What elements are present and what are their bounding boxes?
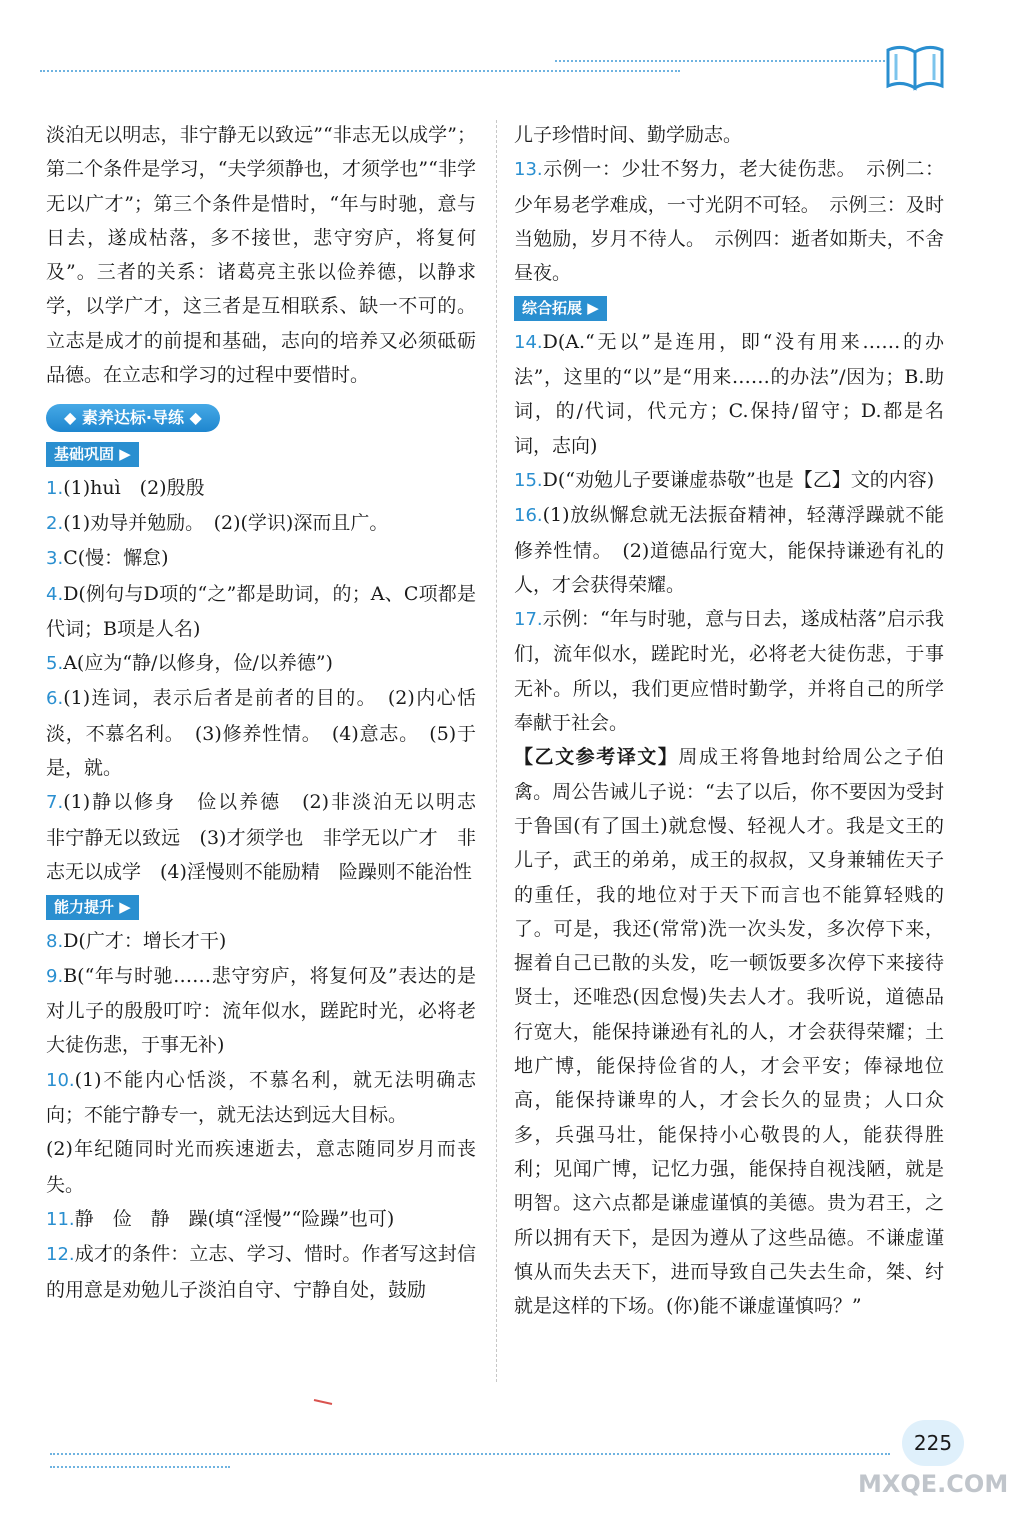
reference-body: 周成王将鲁地封给周公之子伯禽。周公告诫儿子说：“去了以后，你不要因为受封于鲁国(有了国土)就怠慢、轻视人才。我是文王的儿子，武王的弟弟，成王的叔叔，又身兼辅佐天子的重任，我的地位对于天下而言也不能算轻贱的了。可是，我还(常常)洗一次头发，多次停下来，握着自己已散的头发，吃一顿饭要多次停下来接待贤士，还唯恐(因怠慢)失去人才。我听说，道德品行宽大，能保持谦逊有礼的人，才会获得荣耀；土地广博，能保持俭省的人，才会平安；俸禄地位高，能保持谦卑的人，才会长久的显贵；人口众多，兵强马壮，能保持小心敬畏的人，能获得胜利；见闻广博，记忆力强，能保持自视浅陋，就是明智。这六点都是谦虚谨慎的美德。贵为君王，之所以拥有天下，是因为遵从了这些品德。不谦虚谨慎从而失去天下，进而导致自己失去生命，桀、纣就是这样的下场。(你)能不谦虚谨慎吗？” — [514, 746, 944, 1318]
answer-item: 3.C(慢：懈怠) — [46, 547, 169, 570]
intro-paragraph: 淡泊无以明志，非宁静无以致远”“非志无以成学”；第二个条件是学习，“夫学须静也，才须学也”“非学无以广才”；第三个条件是惜时，“年与时驰，意与日去，遂成枯落，多不接世，悲守穷庐，将复何及”。三者的关系：诸葛亮主张以俭养德，以静求学，以学广才，这三者是互相联系、缺一不可的。立志是成才的前提和基础，志向的培养又必须砥砺品德。在立志和学习的过程中要惜时。 — [46, 124, 476, 387]
red-mark — [312, 1398, 334, 1406]
answer-item: 11.静 俭 静 躁(填“淫慢”“险躁”也可) — [46, 1207, 395, 1230]
header-dotted-line-upper — [555, 60, 885, 62]
answer-item: 12.成才的条件：立志、学习、惜时。作者写这封信的用意是劝勉儿子淡泊自守、宁静自处，鼓励 — [46, 1243, 476, 1301]
answers-improve — [46, 924, 476, 1307]
header-dotted-line — [40, 70, 680, 72]
page-number: 225 — [902, 1420, 964, 1466]
answers-basic — [46, 471, 496, 890]
book-icon — [884, 40, 946, 92]
answer-item: (2)年纪随同时光而疾速逝去，意志随同岁月而丧失。 — [46, 1138, 476, 1196]
answer-item: 9.B(“年与时驰……悲守穷庐，将复何及”表达的是对儿子的殷殷叮咛：流年似水，蹉跎时光，必将老大徒伤悲，于事无补) — [46, 964, 476, 1057]
tag-improve: 能力提升 ▶ — [46, 895, 139, 920]
reference-heading: 【乙文参考译文】 — [514, 746, 679, 769]
answer-item: 13.示例一：少壮不努力，老大徒伤悲。 示例二：少年易老学难成，一寸光阴不可轻。 示例三：及时当勉励，岁月不待人。 示例四：逝者如斯夫，不舍昼夜。 — [514, 158, 944, 285]
watermark: MXQE.COM — [858, 1470, 1009, 1498]
section-banner: ◆ 素养达标·导练 ◆ — [46, 404, 220, 432]
continued-text: 儿子珍惜时间、勤学励志。 — [514, 124, 743, 146]
answer-item: 4.D(例句与D项的“之”都是助词，的；A、C项都是代词；B项是人名) — [46, 582, 476, 640]
answer-item: 15.D(“劝勉儿子要谦虚恭敬”也是【乙】文的内容) — [514, 468, 935, 491]
answer-item: 10.(1)不能内心恬淡，不慕名利，就无法明确志向；不能宁静专一，就无法达到远大目标。 — [46, 1068, 476, 1127]
answer-item: 2.(1)劝导并勉励。 (2)(学识)深而且广。 — [46, 511, 389, 534]
reference-translation — [514, 740, 944, 1323]
tag-basic: 基础巩固 ▶ — [46, 442, 139, 467]
answer-item: 14.D(A.“无以”是连用，即“没有用来……的办法”，这里的“以”是“用来……的办法”/因为；B.助词，的/代词，代元方；C.保持/留守；D.都是名词，志向) — [514, 330, 944, 457]
answer-item: 16.(1)放纵懈怠就无法振奋精神，轻薄浮躁就不能修养性情。 (2)道德品行宽大，能保持谦逊有礼的人，才会获得荣耀。 — [514, 504, 944, 596]
left-column — [46, 118, 496, 1307]
column-divider — [496, 120, 497, 1382]
right-column — [514, 118, 944, 1323]
answer-item: 5.A(应为“静/以修身，俭/以养德”) — [46, 652, 333, 675]
answer-item: 8.D(广才：增长才干) — [46, 929, 227, 952]
tag-extend: 综合拓展 ▶ — [514, 296, 607, 321]
answer-item: 6.(1)连词，表示后者是前者的目的。 (2)内心恬淡，不慕名利。 (3)修养性情。 (4)意志。 (5)于是，就。 — [46, 687, 476, 780]
answers-extend — [514, 325, 944, 741]
answer-item: 7.(1)静以修身 俭以养德 (2)非淡泊无以明志 非宁静无以致远 (3)才须学也 非学无以广才 非志无以成学 (4)淫慢则不能励精 险躁则不能治性 — [46, 791, 496, 883]
footer-dotted-line-short — [50, 1466, 230, 1468]
answer-item: 17.示例：“年与时驰，意与日去，遂成枯落”启示我们，流年似水，蹉跎时光，必将老大徒伤悲，于事无补。所以，我们更应惜时勤学，并将自己的所学奉献于社会。 — [514, 608, 944, 735]
footer-dotted-line — [50, 1453, 890, 1455]
answer-item: 1.(1)huì (2)殷殷 — [46, 476, 205, 499]
